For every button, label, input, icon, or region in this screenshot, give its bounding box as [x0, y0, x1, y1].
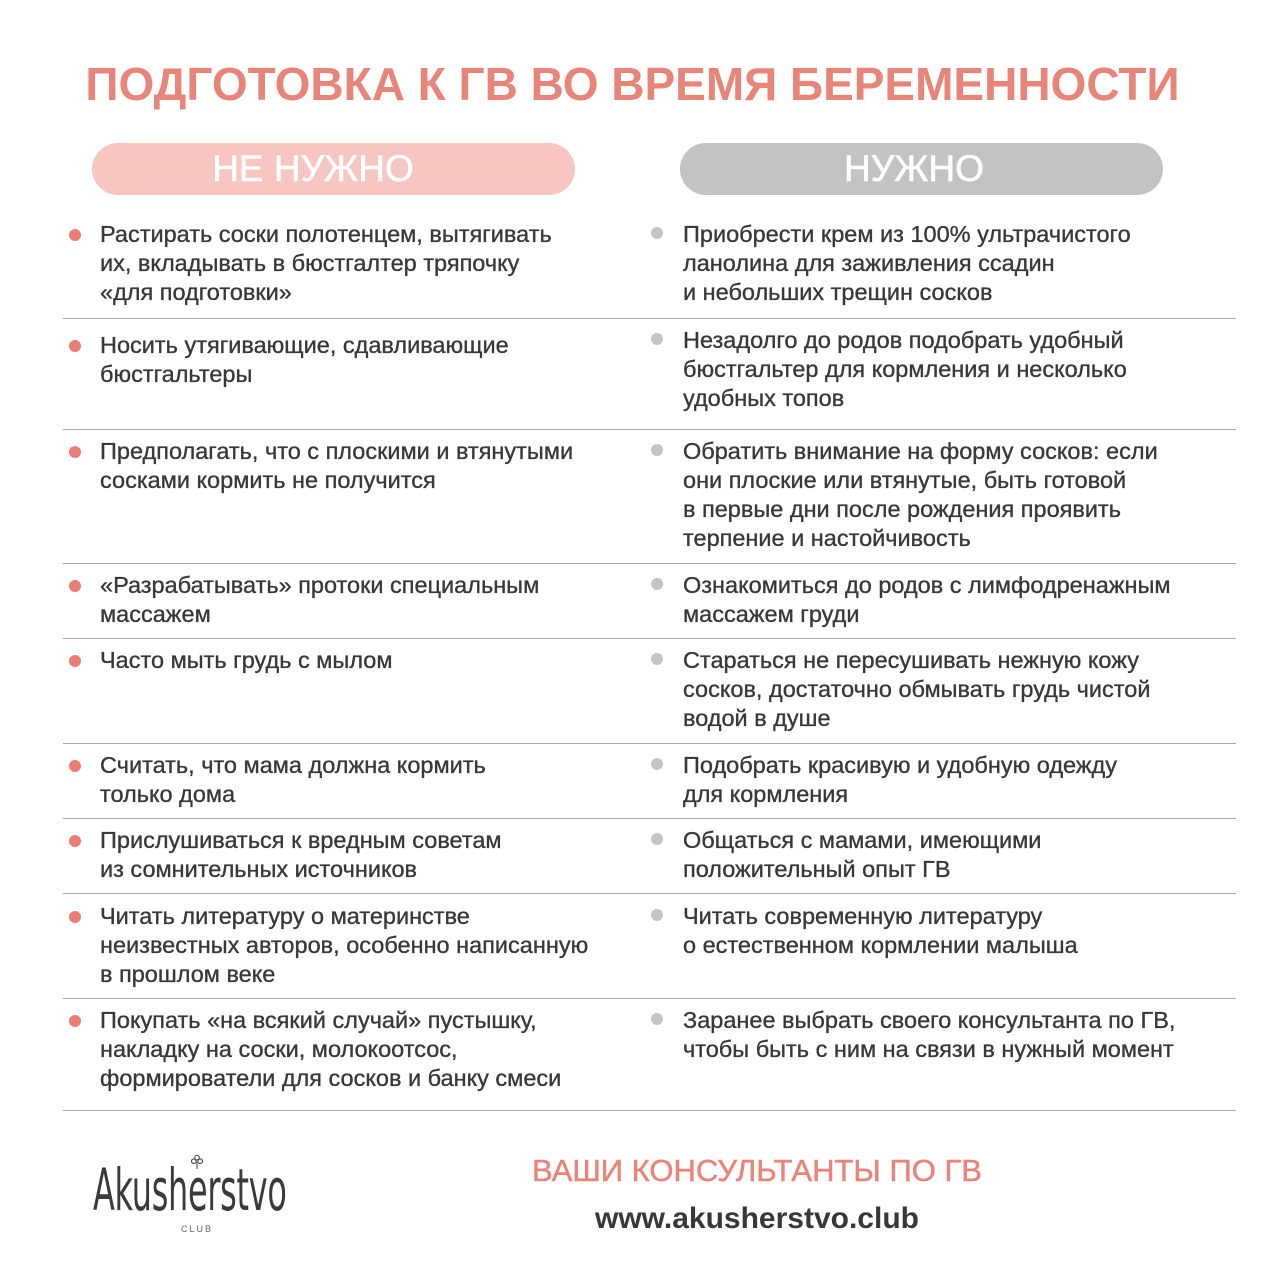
item-text-line: о естественном кормлении малыша — [683, 932, 1078, 958]
dont-item — [100, 331, 509, 389]
dont-item — [100, 751, 486, 809]
row-divider — [63, 563, 1236, 564]
item-text-line: для кормления — [683, 781, 849, 807]
item-text-line: Покупать «на всякий случай» пустышку, — [100, 1007, 537, 1033]
item-text-line: Общаться с мамами, имеющими — [683, 827, 1042, 853]
item-text-line: Читать современную литературу — [683, 903, 1043, 929]
item-text-line: массажем груди — [683, 601, 860, 627]
item-text-line: «для подготовки» — [100, 279, 292, 305]
item-text-line: сосками кормить не получится — [100, 467, 436, 493]
row-divider — [63, 429, 1236, 430]
dont-item — [100, 902, 588, 989]
item-text-line: Предполагать, что с плоскими и втянутыми — [100, 438, 574, 464]
item-text-line: Считать, что мама должна кормить — [100, 752, 486, 778]
bullet-dot-icon — [69, 835, 81, 847]
logo-subtitle: CLUB — [181, 1224, 214, 1234]
footer-tagline: ВАШИ КОНСУЛЬТАНТЫ ПО ГВ — [532, 1153, 982, 1188]
item-text-line: Заранее выбрать своего консультанта по ГВ, — [683, 1007, 1176, 1033]
row-divider — [63, 743, 1236, 744]
item-text-line: сосков, достаточно обмывать грудь чистой — [683, 676, 1151, 702]
dont-item — [100, 646, 393, 675]
item-text-line: Читать литературу о материнстве — [100, 903, 470, 929]
item-text-line: формирователи для сосков и банку смеси — [100, 1065, 562, 1091]
do-item — [683, 437, 1158, 553]
do-item — [683, 646, 1150, 733]
item-text-line: накладку на соски, молокоотсос, — [100, 1036, 458, 1062]
row-divider — [63, 318, 1236, 319]
website-link[interactable]: www.akusherstvo.club — [595, 1202, 919, 1235]
item-text-line: они плоские или втянутые, быть готовой — [683, 467, 1127, 493]
bullet-dot-icon — [69, 911, 81, 923]
item-text-line: их, вкладывать в бюстгалтер тряпочку — [100, 250, 520, 276]
do-item — [683, 751, 1117, 809]
bullet-dot-icon — [69, 655, 81, 667]
item-text-line: удобных топов — [683, 385, 845, 411]
do-item — [683, 326, 1127, 413]
header-pill-dont: НЕ НУЖНО — [92, 143, 575, 195]
item-text-line: Подобрать красивую и удобную одежду — [683, 752, 1118, 778]
item-text-line: ланолина для заживления ссадин — [683, 250, 1055, 276]
item-text-line: Стараться не пересушивать нежную кожу — [683, 647, 1139, 673]
row-divider — [63, 638, 1236, 639]
item-text-line: в первые дни после рождения проявить — [683, 496, 1121, 522]
dont-item — [100, 437, 573, 495]
item-text-line: терпение и настойчивость — [683, 525, 971, 551]
item-text-line: чтобы быть с ним на связи в нужный момент — [683, 1036, 1174, 1062]
dont-item — [100, 1006, 561, 1093]
do-item — [683, 902, 1078, 960]
item-text-line: «Разрабатывать» протоки специальным — [100, 572, 540, 598]
item-text-line: массажем — [100, 601, 211, 627]
item-text-line: Незадолго до родов подобрать удобный — [683, 327, 1124, 353]
do-item — [683, 826, 1041, 884]
bullet-dot-icon — [69, 760, 81, 772]
item-text-line: бюстгальтер для кормления и несколько — [683, 356, 1127, 382]
dont-item — [100, 571, 539, 629]
item-text-line: Обратить внимание на форму сосков: если — [683, 438, 1158, 464]
dont-item — [100, 220, 552, 307]
do-item — [683, 571, 1171, 629]
item-text-line: Носить утягивающие, сдавливающие — [100, 332, 509, 358]
row-divider — [63, 998, 1236, 999]
item-text-line: из сомнительных источников — [100, 856, 418, 882]
bullet-dot-icon — [651, 758, 663, 770]
bullet-dot-icon — [651, 833, 663, 845]
item-text-line: Прислушиваться к вредным советам — [100, 827, 502, 853]
item-text-line: Приобрести крем из 100% ультрачистого — [683, 221, 1131, 247]
row-divider — [63, 893, 1236, 894]
bullet-dot-icon — [69, 446, 81, 458]
bullet-dot-icon — [651, 1013, 663, 1025]
bullet-dot-icon — [651, 227, 663, 239]
do-item — [683, 1006, 1175, 1064]
header-pill-do: НУЖНО — [680, 143, 1163, 195]
bullet-dot-icon — [69, 580, 81, 592]
item-text-line: в прошлом веке — [100, 961, 276, 987]
bullet-dot-icon — [651, 653, 663, 665]
item-text-line: Часто мыть грудь с мылом — [100, 647, 393, 673]
bullet-dot-icon — [651, 578, 663, 590]
item-text-line: и небольших трещин сосков — [683, 279, 993, 305]
page-title: ПОДГОТОВКА К ГВ ВО ВРЕМЯ БЕРЕМЕННОСТИ — [85, 58, 1180, 110]
item-text-line: Растирать соски полотенцем, вытягивать — [100, 221, 552, 247]
bullet-dot-icon — [69, 229, 81, 241]
bullet-dot-icon — [651, 909, 663, 921]
row-divider — [63, 1110, 1236, 1111]
bullet-dot-icon — [69, 1015, 81, 1027]
item-text-line: только дома — [100, 781, 236, 807]
row-divider — [63, 818, 1236, 819]
item-text-line: водой в душе — [683, 705, 831, 731]
bullet-dot-icon — [69, 340, 81, 352]
item-text-line: неизвестных авторов, особенно написанную — [100, 932, 589, 958]
bullet-dot-icon — [651, 444, 663, 456]
logo-wordmark: Akusherstvo — [93, 1156, 287, 1224]
dont-item — [100, 826, 502, 884]
item-text-line: бюстгальтеры — [100, 361, 253, 387]
item-text-line: положительный опыт ГВ — [683, 856, 951, 882]
bullet-dot-icon — [651, 333, 663, 345]
do-item — [683, 220, 1131, 307]
item-text-line: Ознакомиться до родов с лимфодренажным — [683, 572, 1171, 598]
